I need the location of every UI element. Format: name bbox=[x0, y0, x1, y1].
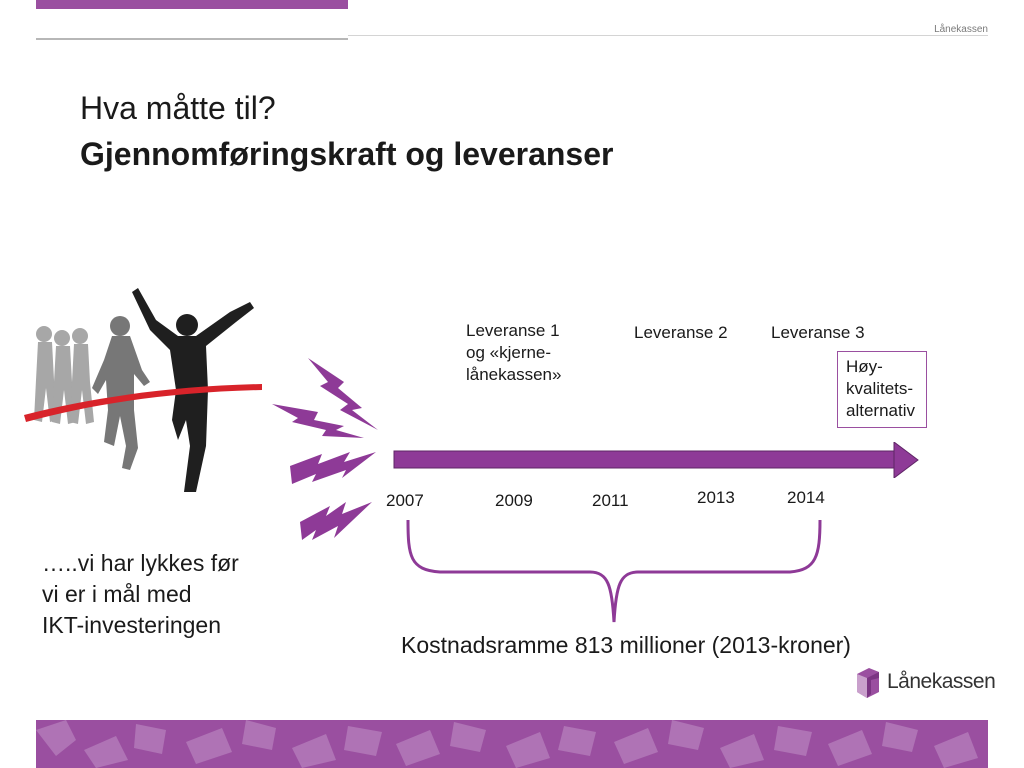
header-brand: Lånekassen bbox=[934, 24, 988, 35]
slide-subtitle: Gjennomføringskraft og leveranser bbox=[80, 136, 614, 172]
top-accent-bar bbox=[36, 0, 348, 9]
year-2013: 2013 bbox=[697, 488, 735, 507]
cost-frame-label: Kostnadsramme 813 millioner (2013-kroner) bbox=[401, 632, 851, 658]
delivery-2-label: Leveranse 2 bbox=[634, 323, 728, 342]
delivery-3-label: Leveranse 3 bbox=[771, 323, 865, 342]
left-caption: …..vi har lykkes før vi er i mål med IKT-investeringen bbox=[42, 550, 239, 638]
year-2009: 2009 bbox=[495, 491, 533, 510]
logo-text: Lånekassen bbox=[887, 670, 996, 693]
lanekassen-logo bbox=[855, 666, 995, 698]
delivery-1-label: Leveranse 1 og «kjerne- lånekassen» bbox=[466, 321, 562, 384]
timeline-arrow bbox=[392, 442, 922, 478]
year-2011: 2011 bbox=[592, 491, 629, 510]
year-2007: 2007 bbox=[386, 491, 424, 510]
lightning-bolts-icon bbox=[272, 358, 378, 540]
quality-alternative-box: Høy- kvalitets- alternativ bbox=[837, 351, 927, 428]
background-runners-icon bbox=[34, 316, 150, 470]
cost-brace bbox=[400, 516, 830, 626]
header-rule-left bbox=[36, 38, 348, 40]
lanekassen-logo-icon bbox=[855, 666, 881, 698]
header-rule-right bbox=[348, 35, 988, 36]
bottom-pattern-icon bbox=[36, 720, 988, 768]
slide-title: Hva måtte til? bbox=[80, 90, 276, 126]
year-2014: 2014 bbox=[787, 488, 825, 507]
bottom-pattern-band bbox=[36, 720, 988, 768]
runners-illustration bbox=[0, 270, 390, 560]
